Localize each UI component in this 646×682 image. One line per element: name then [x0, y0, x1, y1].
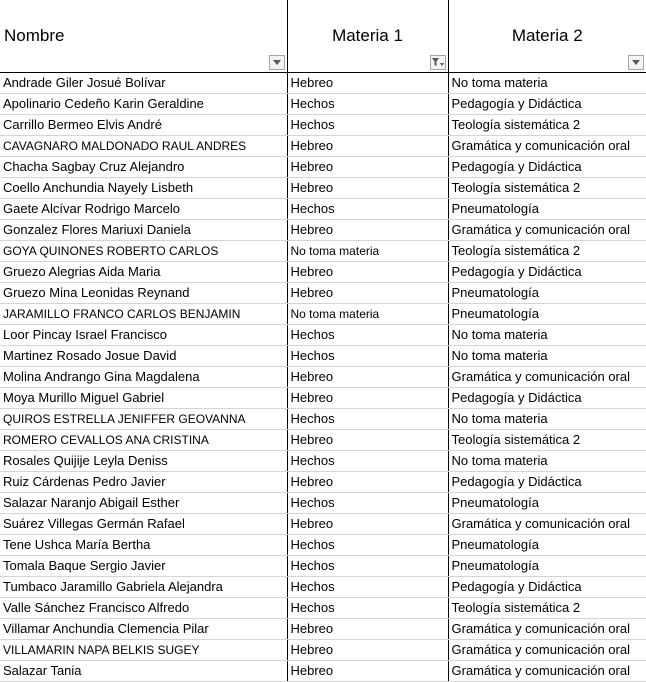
cell-nombre[interactable]: Andrade Giler Josué Bolívar [0, 73, 287, 94]
cell-nombre[interactable]: Chacha Sagbay Cruz Alejandro [0, 157, 287, 178]
table-row [0, 262, 646, 283]
cell-materia1[interactable]: Hechos [287, 94, 448, 115]
cell-materia2[interactable]: Gramática y comunicación oral [448, 367, 646, 388]
cell-nombre[interactable]: Tumbaco Jaramillo Gabriela Alejandra [0, 577, 287, 598]
cell-materia2[interactable]: Gramática y comunicación oral [448, 619, 646, 640]
cell-materia2[interactable]: No toma materia [448, 346, 646, 367]
cell-materia1[interactable]: Hechos [287, 493, 448, 514]
table-row [0, 514, 646, 535]
cell-materia2[interactable]: Teología sistemática 2 [448, 430, 646, 451]
table-row [0, 220, 646, 241]
cell-materia1[interactable]: Hebreo [287, 73, 448, 94]
table-row [0, 493, 646, 514]
cell-materia2[interactable]: Gramática y comunicación oral [448, 220, 646, 241]
chevron-down-icon [273, 60, 281, 65]
cell-materia2[interactable]: Pedagogía y Didáctica [448, 157, 646, 178]
table-row [0, 619, 646, 640]
cell-nombre[interactable]: Tene Ushca María Bertha [0, 535, 287, 556]
cell-materia2[interactable]: Pedagogía y Didáctica [448, 577, 646, 598]
header-materia2[interactable] [448, 0, 646, 73]
cell-materia1[interactable]: Hebreo [287, 430, 448, 451]
cell-materia2[interactable]: Pedagogía y Didáctica [448, 472, 646, 493]
cell-nombre[interactable]: Suárez Villegas Germán Rafael [0, 514, 287, 535]
table-row [0, 157, 646, 178]
cell-materia2[interactable]: Pneumatología [448, 199, 646, 220]
cell-materia2[interactable]: No toma materia [448, 451, 646, 472]
table-row [0, 94, 646, 115]
table-row [0, 598, 646, 619]
cell-materia2[interactable]: Gramática y comunicación oral [448, 514, 646, 535]
table-row [0, 388, 646, 409]
cell-materia1[interactable]: Hebreo [287, 220, 448, 241]
table-row [0, 73, 646, 94]
cell-materia1[interactable]: Hebreo [287, 661, 448, 682]
header-nombre-label: Nombre [4, 26, 65, 45]
cell-materia1[interactable]: Hechos [287, 325, 448, 346]
cell-materia1[interactable]: Hebreo [287, 388, 448, 409]
table-row [0, 640, 646, 661]
cell-materia2[interactable]: No toma materia [448, 325, 646, 346]
table-row [0, 556, 646, 577]
cell-nombre[interactable]: JARAMILLO FRANCO CARLOS BENJAMIN [0, 304, 287, 325]
cell-materia1[interactable]: Hebreo [287, 262, 448, 283]
cell-materia1[interactable]: Hebreo [287, 514, 448, 535]
table-row [0, 136, 646, 157]
cell-materia2[interactable]: No toma materia [448, 409, 646, 430]
cell-nombre[interactable]: Gaete Alcívar Rodrigo Marcelo [0, 199, 287, 220]
cell-nombre[interactable]: Loor Pincay Israel Francisco [0, 325, 287, 346]
filter-applied-materia1[interactable] [430, 55, 446, 70]
cell-nombre[interactable]: Martinez Rosado Josue David [0, 346, 287, 367]
cell-nombre[interactable]: VILLAMARIN NAPA BELKIS SUGEY [0, 640, 287, 661]
header-nombre[interactable] [0, 0, 287, 73]
cell-nombre[interactable]: Coello Anchundia Nayely Lisbeth [0, 178, 287, 199]
table-row [0, 283, 646, 304]
header-materia1-label: Materia 1 [332, 26, 403, 45]
cell-materia1[interactable]: Hechos [287, 598, 448, 619]
cell-nombre[interactable]: Moya Murillo Miguel Gabriel [0, 388, 287, 409]
cell-materia2[interactable]: Pedagogía y Didáctica [448, 388, 646, 409]
cell-nombre[interactable]: Villamar Anchundia Clemencia Pilar [0, 619, 287, 640]
cell-nombre[interactable]: Gruezo Alegrias Aida Maria [0, 262, 287, 283]
cell-materia1[interactable]: Hebreo [287, 283, 448, 304]
cell-nombre[interactable]: Salazar Naranjo Abigail Esther [0, 493, 287, 514]
cell-nombre[interactable]: GOYA QUINONES ROBERTO CARLOS [0, 241, 287, 262]
header-materia2-label: Materia 2 [511, 26, 583, 45]
table-row [0, 304, 646, 325]
table-row [0, 241, 646, 262]
cell-materia1[interactable]: Hechos [287, 115, 448, 136]
table-row [0, 661, 646, 682]
table-row [0, 178, 646, 199]
cell-nombre[interactable]: ROMERO CEVALLOS ANA CRISTINA [0, 430, 287, 451]
cell-materia1[interactable]: No toma materia [287, 241, 448, 262]
table-row [0, 472, 646, 493]
cell-nombre[interactable]: Ruiz Cárdenas Pedro Javier [0, 472, 287, 493]
cell-materia1[interactable]: Hechos [287, 346, 448, 367]
cell-nombre[interactable]: QUIROS ESTRELLA JENIFFER GEOVANNA [0, 409, 287, 430]
cell-nombre[interactable]: Salazar Tania [0, 661, 287, 682]
cell-materia1[interactable]: Hechos [287, 556, 448, 577]
header-row [0, 0, 646, 73]
cell-materia2[interactable]: Gramática y comunicación oral [448, 136, 646, 157]
table-row [0, 199, 646, 220]
cell-materia1[interactable]: Hebreo [287, 367, 448, 388]
cell-nombre[interactable]: Carrillo Bermeo Elvis André [0, 115, 287, 136]
cell-materia1[interactable]: Hechos [287, 199, 448, 220]
cell-materia1[interactable]: Hebreo [287, 136, 448, 157]
cell-materia2[interactable]: Pneumatología [448, 493, 646, 514]
cell-nombre[interactable]: Molina Andrango Gina Magdalena [0, 367, 287, 388]
filter-dropdown-materia2[interactable] [628, 55, 644, 70]
table-row [0, 115, 646, 136]
cell-materia1[interactable]: Hebreo [287, 640, 448, 661]
filter-funnel-icon [432, 58, 444, 67]
table-row [0, 430, 646, 451]
cell-materia2[interactable]: Pneumatología [448, 304, 646, 325]
cell-materia2[interactable]: Pedagogía y Didáctica [448, 94, 646, 115]
cell-materia1[interactable]: No toma materia [287, 304, 448, 325]
cell-materia1[interactable]: Hechos [287, 535, 448, 556]
cell-materia2[interactable]: Gramática y comunicación oral [448, 640, 646, 661]
table-row [0, 535, 646, 556]
table-row [0, 409, 646, 430]
cell-materia2[interactable]: Pneumatología [448, 535, 646, 556]
cell-materia1[interactable]: Hechos [287, 409, 448, 430]
cell-materia1[interactable]: Hebreo [287, 157, 448, 178]
cell-materia1[interactable]: Hebreo [287, 472, 448, 493]
header-materia1[interactable] [287, 0, 448, 73]
filter-dropdown-nombre[interactable] [269, 55, 285, 70]
table-row [0, 451, 646, 472]
cell-materia2[interactable]: Pneumatología [448, 556, 646, 577]
cell-materia2[interactable]: No toma materia [448, 73, 646, 94]
table-row [0, 325, 646, 346]
cell-nombre[interactable]: Apolinario Cedeño Karin Geraldine [0, 94, 287, 115]
cell-materia2[interactable]: Pneumatología [448, 283, 646, 304]
table-row [0, 577, 646, 598]
chevron-down-icon [632, 60, 640, 65]
cell-materia2[interactable]: Teología sistemática 2 [448, 598, 646, 619]
cell-materia1[interactable]: Hebreo [287, 178, 448, 199]
cell-materia2[interactable]: Pedagogía y Didáctica [448, 262, 646, 283]
cell-nombre[interactable]: Gruezo Mina Leonidas Reynand [0, 283, 287, 304]
cell-materia2[interactable]: Gramática y comunicación oral [448, 661, 646, 682]
cell-materia1[interactable]: Hechos [287, 577, 448, 598]
cell-nombre[interactable]: CAVAGNARO MALDONADO RAUL ANDRES [0, 136, 287, 157]
table-row [0, 346, 646, 367]
cell-nombre[interactable]: Valle Sánchez Francisco Alfredo [0, 598, 287, 619]
cell-materia1[interactable]: Hechos [287, 451, 448, 472]
cell-nombre[interactable]: Gonzalez Flores Mariuxi Daniela [0, 220, 287, 241]
cell-materia2[interactable]: Teología sistemática 2 [448, 178, 646, 199]
cell-nombre[interactable]: Tomala Baque Sergio Javier [0, 556, 287, 577]
cell-materia2[interactable]: Teología sistemática 2 [448, 115, 646, 136]
cell-materia2[interactable]: Teología sistemática 2 [448, 241, 646, 262]
cell-materia1[interactable]: Hebreo [287, 619, 448, 640]
table-row [0, 367, 646, 388]
cell-nombre[interactable]: Rosales Quijije Leyla Deniss [0, 451, 287, 472]
